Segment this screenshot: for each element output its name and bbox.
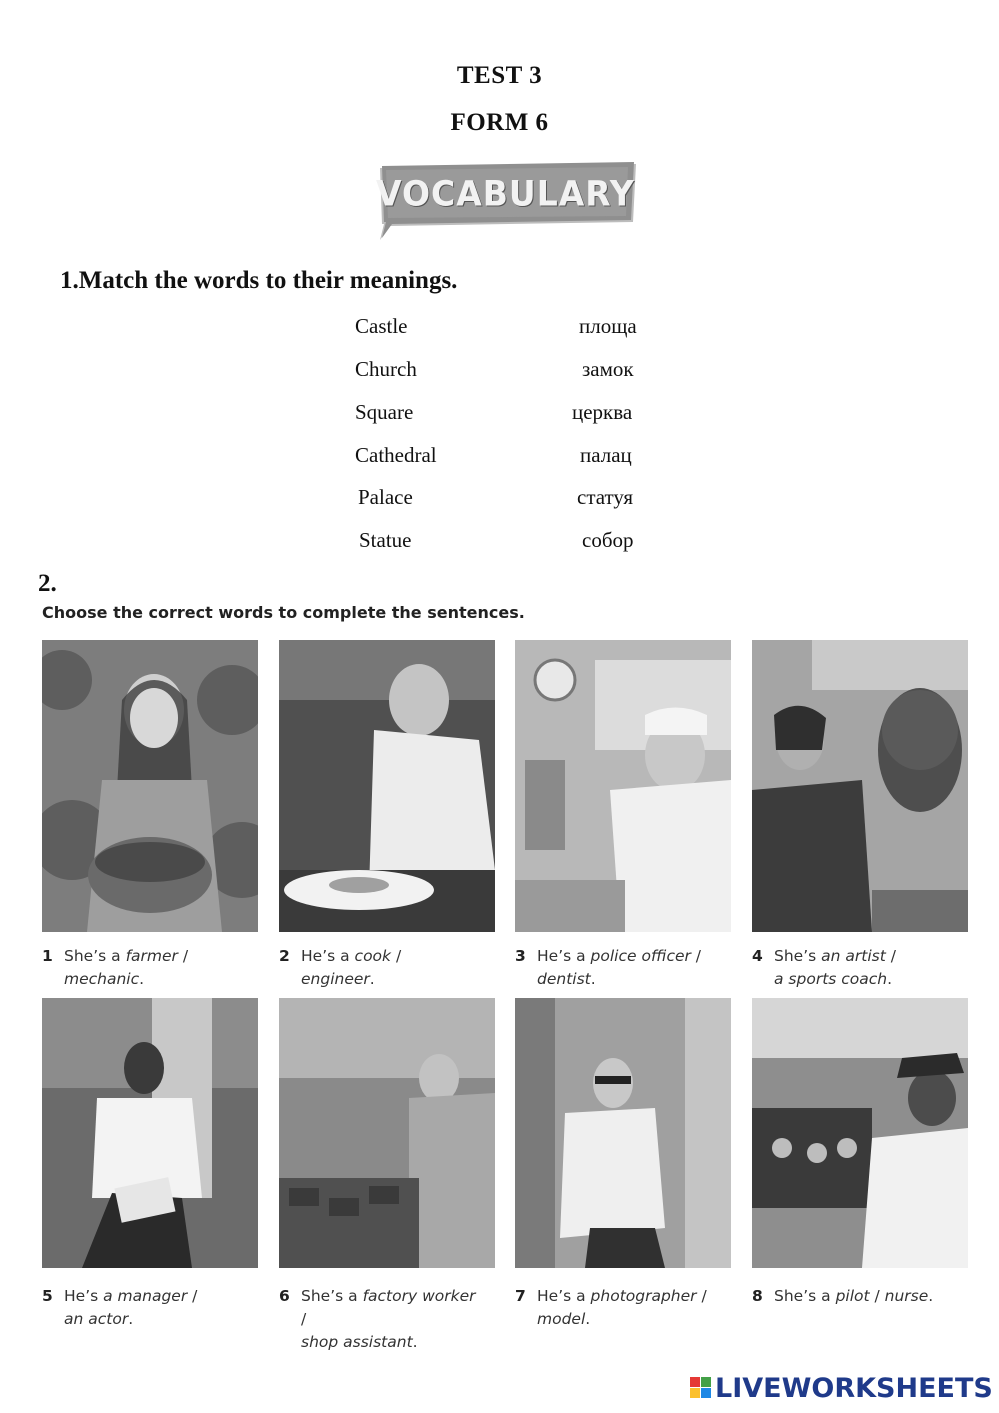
option-a[interactable]: an artist: [821, 947, 886, 965]
sentence-number: 1: [42, 947, 53, 965]
sentence-6: 6 She’s a factory worker / shop assistant.: [279, 1287, 476, 1351]
option-a[interactable]: a manager: [103, 1287, 188, 1305]
sentence-3: 3 He’s a police officer / dentist.: [515, 947, 702, 988]
artist-photo: [752, 640, 968, 932]
form-title: FORM 6: [450, 109, 549, 136]
banner-label: VOCABULARY: [376, 173, 635, 214]
sentence-5: 5 He’s a manager / an actor.: [42, 1287, 198, 1328]
sentence-1: 1 She’s a farmer / mechanic.: [42, 947, 189, 988]
exercise2-instruction: Choose the correct words to complete the sentences.: [42, 603, 525, 622]
farmer-photo: [42, 640, 258, 932]
option-a[interactable]: farmer: [125, 947, 178, 965]
sentence-7: 7 He’s a photographer / model.: [515, 1287, 707, 1328]
exercise2-number: 2.: [38, 570, 57, 597]
sentence-number: 2: [279, 947, 290, 965]
actor-photo: [42, 998, 258, 1268]
option-a[interactable]: pilot: [835, 1287, 870, 1305]
english-word: Statue: [359, 528, 412, 552]
option-a[interactable]: photographer: [590, 1287, 697, 1305]
sentence-number: 6: [279, 1287, 290, 1305]
option-b[interactable]: a sports coach: [774, 970, 888, 988]
option-b[interactable]: nurse: [884, 1287, 929, 1305]
test-title: TEST 3: [456, 62, 543, 89]
ukrainian-word: замок: [582, 357, 634, 381]
pilot-photo: [752, 998, 968, 1268]
english-word: Castle: [355, 314, 408, 338]
dentist-photo: [515, 640, 731, 932]
ukrainian-word: палац: [580, 443, 632, 467]
sentence-2: 2 He’s a cook / engineer.: [279, 947, 402, 988]
sentence-4: 4 She’s an artist / a sports coach.: [752, 947, 896, 988]
brand-name: LIVEWORKSHEETS: [715, 1372, 993, 1404]
option-b[interactable]: an actor: [64, 1310, 129, 1328]
ukrainian-word: статуя: [577, 485, 634, 509]
english-word: Square: [355, 400, 414, 424]
option-b[interactable]: dentist: [537, 970, 591, 988]
option-a[interactable]: police officer: [590, 947, 691, 965]
sentence-8: 8 She’s a pilot / nurse.: [752, 1285, 962, 1308]
option-b[interactable]: shop assistant: [301, 1333, 413, 1351]
english-word: Cathedral: [355, 443, 437, 467]
cook-photo: [279, 640, 495, 932]
ukrainian-word: собор: [582, 528, 634, 552]
option-b[interactable]: model: [537, 1310, 586, 1328]
option-b[interactable]: engineer: [301, 970, 370, 988]
option-b[interactable]: mechanic: [64, 970, 140, 988]
sentence-number: 4: [752, 947, 763, 965]
option-a[interactable]: factory worker: [362, 1287, 476, 1305]
sentence-number: 3: [515, 947, 526, 965]
option-a[interactable]: cook: [354, 947, 392, 965]
sentence-number: 5: [42, 1287, 53, 1305]
factory-worker-photo: [279, 998, 495, 1268]
english-word: Palace: [358, 485, 413, 509]
liveworksheets-icon: [690, 1377, 712, 1399]
ukrainian-word: площа: [579, 314, 637, 338]
english-word: Church: [355, 357, 417, 381]
sentence-number: 8: [752, 1287, 763, 1305]
model-photo: [515, 998, 731, 1268]
vocabulary-banner: [376, 160, 640, 242]
ukrainian-word: церква: [572, 400, 633, 424]
sentence-number: 7: [515, 1287, 526, 1305]
exercise1-heading: 1.Match the words to their meanings.: [60, 267, 458, 294]
liveworksheets-logo[interactable]: [690, 1371, 993, 1405]
